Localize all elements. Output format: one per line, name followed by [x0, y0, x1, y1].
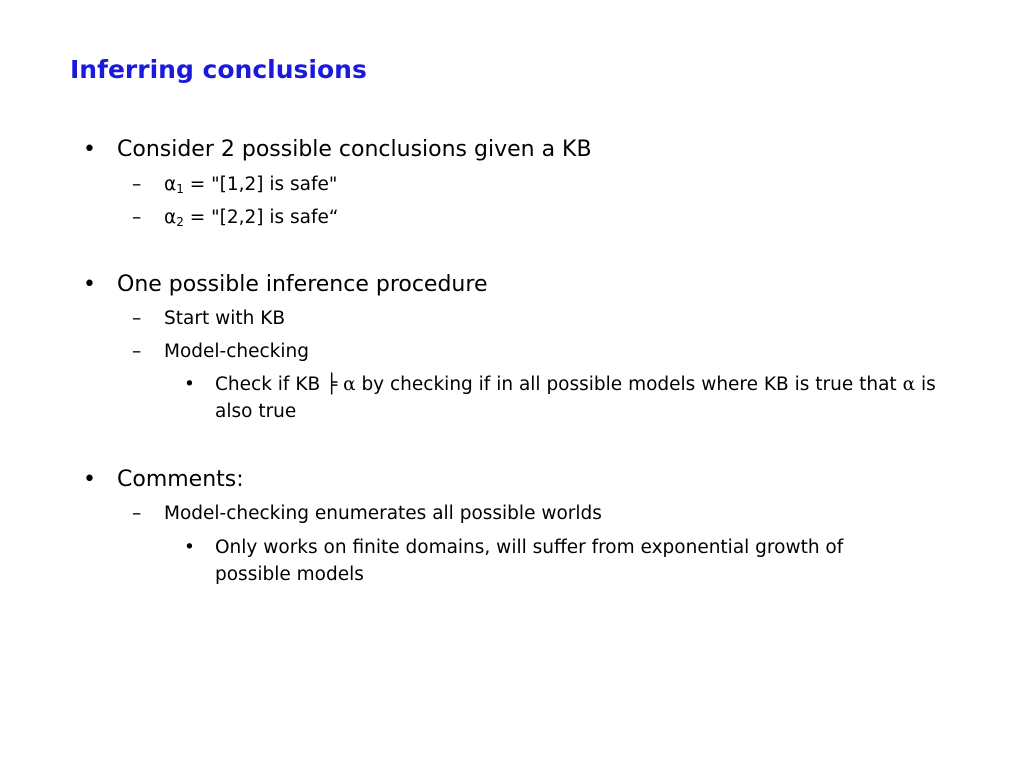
detail-text-part2: by checking if in all possible models where KB is true that: [355, 374, 903, 395]
conclusion-alpha1: [164, 173, 337, 197]
bullet-marker: •: [83, 137, 96, 162]
bullet-inference-procedure: One possible inference procedure: [117, 272, 488, 297]
subitem-model-checking: Model-checking: [164, 341, 309, 362]
bullet-marker: •: [184, 374, 195, 395]
bullet-marker: •: [184, 537, 195, 558]
conclusion-alpha1-text: = "[1,2] is safe": [183, 174, 338, 195]
conclusion-alpha2: [164, 206, 338, 230]
subscript-1: 1: [176, 182, 184, 196]
dash-marker: –: [132, 174, 142, 195]
slide-title: Inferring conclusions: [70, 55, 367, 84]
subscript-2: 2: [176, 215, 184, 229]
alpha-symbol: α: [343, 374, 356, 395]
alpha-symbol: α: [164, 207, 177, 228]
subitem-enumerates-worlds: Model-checking enumerates all possible worlds: [164, 503, 602, 524]
entails-symbol: ╞: [326, 374, 338, 395]
alpha-symbol: α: [164, 174, 177, 195]
dash-marker: –: [132, 308, 142, 329]
bullet-comments: Comments:: [117, 467, 244, 492]
bullet-consider-conclusions: Consider 2 possible conclusions given a KB: [117, 137, 592, 162]
detail-check-entailment: [215, 371, 955, 425]
bullet-marker: •: [83, 467, 96, 492]
conclusion-alpha2-text: = "[2,2] is safe“: [183, 207, 339, 228]
detail-text-part1: Check if KB: [215, 374, 327, 395]
dash-marker: –: [132, 207, 142, 228]
detail-finite-domains: Only works on finite domains, will suffer from exponential growth of possible models: [215, 537, 844, 585]
bullet-marker: •: [83, 272, 96, 297]
dash-marker: –: [132, 503, 142, 524]
alpha-symbol: α: [902, 374, 916, 395]
subitem-start-with-kb: Start with KB: [164, 308, 286, 329]
dash-marker: –: [132, 341, 142, 362]
detail-text-part3: is also true: [215, 374, 936, 422]
